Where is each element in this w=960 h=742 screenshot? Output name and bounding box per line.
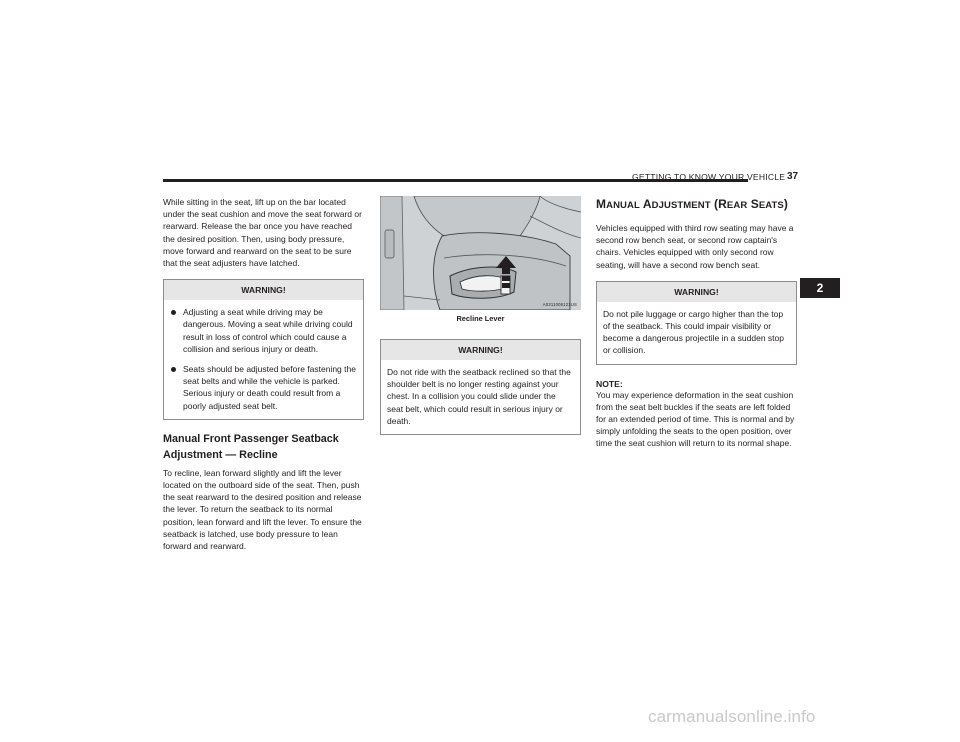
warning-title: WARNING! <box>164 280 363 300</box>
page-number: 37 <box>787 171 799 182</box>
warning-item: Adjusting a seat while driving may be dangerous. Moving a seat while driving could result in loss of control which could cause a collision and serious injury or death. <box>170 306 357 355</box>
recline-lever-figure <box>380 196 581 310</box>
seat-adjust-intro: While sitting in the seat, lift up on the bar located under the seat cushion and move the seat forward or rearward. Release the bar once you have reached the desired position. Then, using body pressure, move forward and rearward on the seat to be sure that the seat adjusters have latched. <box>163 197 362 269</box>
rear-seats-intro: Vehicles equipped with third row seating may have a second row bench seat, or second row captain's chairs. Vehicles equipped with only second row seating, will have a second row bench seat. <box>596 223 794 270</box>
warning-box-cargo <box>596 281 797 365</box>
column-left <box>163 196 364 552</box>
column-right <box>596 196 797 450</box>
recline-subheading: Manual Front Passenger Seatback Adjustment — Recline <box>163 432 339 461</box>
figure-code: A0211006121US <box>542 302 577 307</box>
bullet-icon <box>171 310 176 315</box>
running-header-title: GETTING TO KNOW YOUR VEHICLE <box>632 172 786 182</box>
chapter-tab: 2 <box>800 278 840 298</box>
note-label: NOTE: <box>596 378 623 389</box>
warning-list <box>170 306 357 412</box>
bullet-icon <box>171 367 176 372</box>
warning-text: Do not pile luggage or cargo higher than the top of the seatback. This could impair visibility or become a dangerous projectile in a sudden stop or collision. <box>603 308 784 356</box>
warning-box-recline <box>380 339 581 435</box>
seat-illustration <box>380 196 581 310</box>
watermark: carmanualsonline.info <box>648 707 816 726</box>
note-text: You may experience deformation in the seat cushion from the seat belt buckles if the seats are left folded for an extended period of time. This is normal and by simply unfolding the seats to the open position, over time the seat cushion will return to its normal shape. <box>596 389 795 449</box>
figure-caption: Recline Lever <box>456 314 505 323</box>
recline-instructions: To recline, lean forward slightly and lift the lever located on the outboard side of the seat. Then, push the seat rearward to the desired position and release the lever. To return the seatback to its normal position, lean forward and lift the lever. To ensure the seatback is latched, use body pressure to lean forward and rearward. <box>163 467 362 552</box>
warning-text: Do not ride with the seatback reclined so that the shoulder belt is no longer resting against your chest. In a collision you could slide under the seat belt, which could result in serious injury or death. <box>387 367 571 426</box>
warning-title: WARNING! <box>597 282 796 302</box>
warning-title: WARNING! <box>381 340 580 360</box>
column-middle <box>380 196 581 435</box>
warning-item: Seats should be adjusted before fastening the seat belts and while the vehicle is parked. Serious injury or death could result from a poorly adjusted seat belt. <box>170 363 357 412</box>
rear-seats-heading: MANUAL ADJUSTMENT (REAR SEATS) <box>596 197 788 211</box>
warning-box-seat-adjust <box>163 279 364 420</box>
